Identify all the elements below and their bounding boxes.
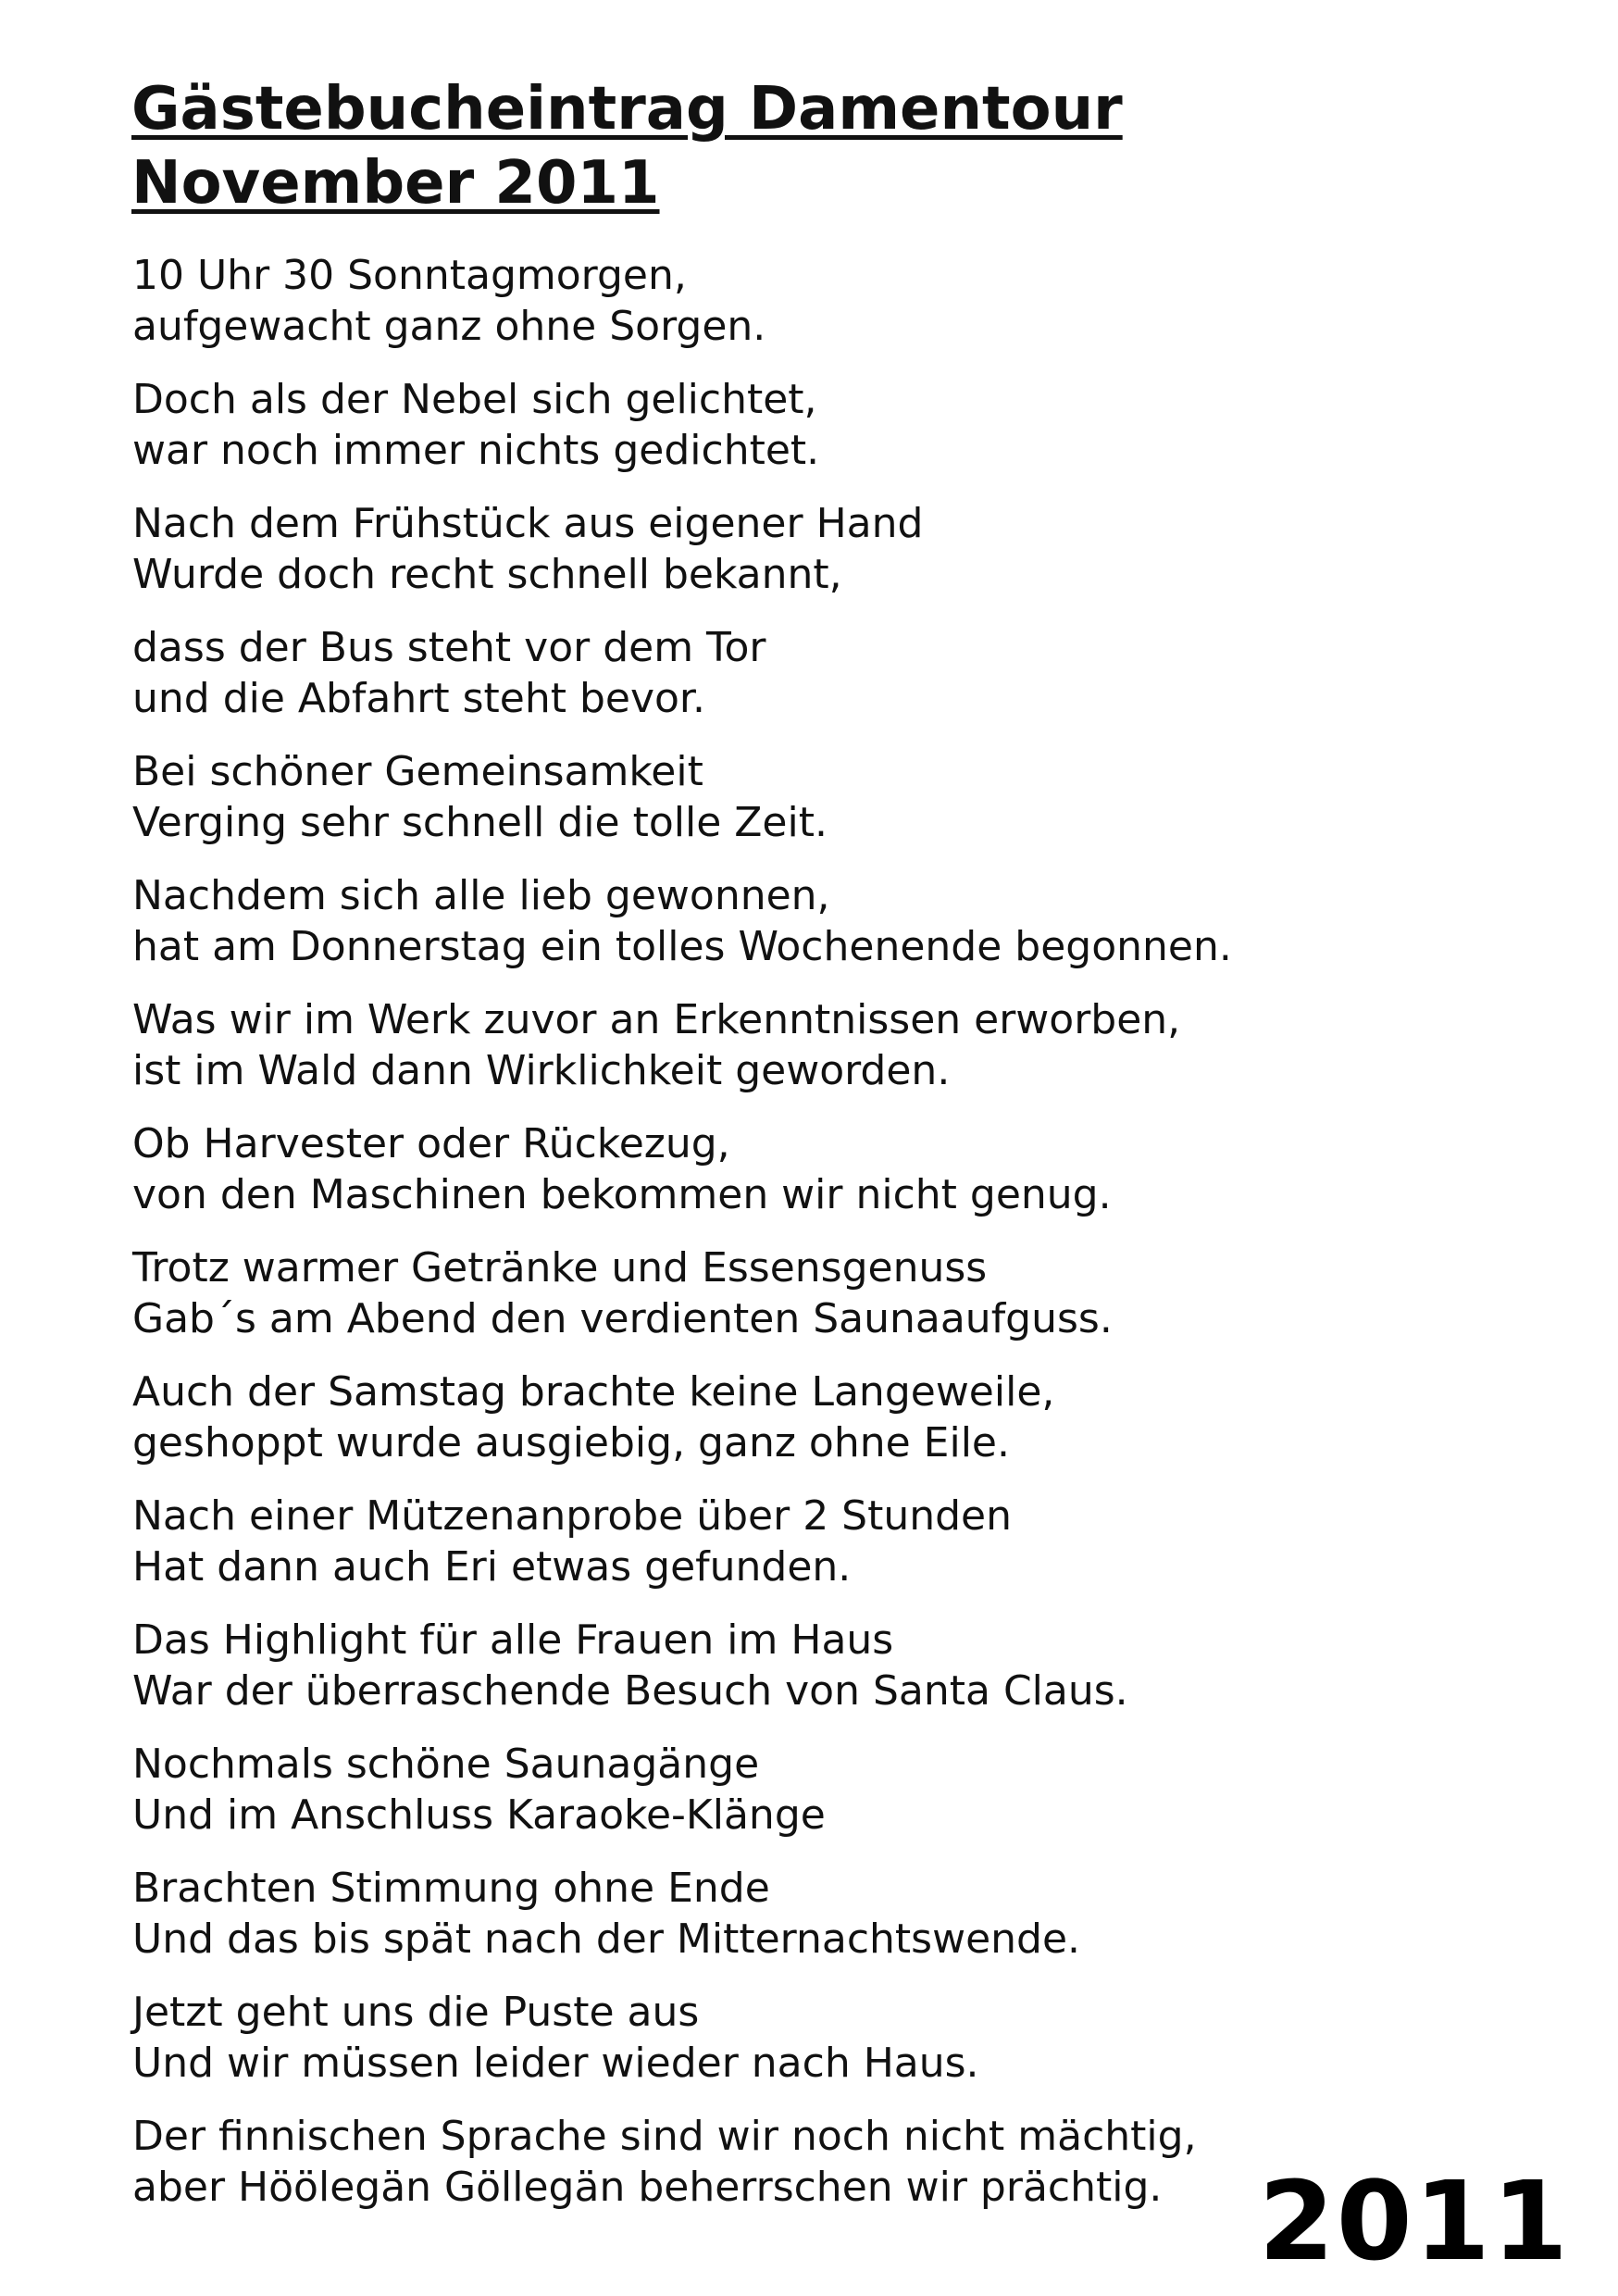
poem-line: Hat dann auch Eri etwas gefunden. — [132, 1543, 852, 1591]
poem-line: Wurde doch recht schnell bekannt, — [132, 551, 842, 598]
stanza — [132, 870, 1336, 972]
poem-line: Jetzt geht uns die Puste aus — [132, 1989, 700, 2036]
poem-line: Der finnischen Sprache sind wir noch nicht mächtig, — [132, 2113, 1197, 2160]
poem-line: Nochmals schöne Saunagänge — [132, 1741, 760, 1788]
poem-line: Doch als der Nebel sich gelichtet, — [132, 376, 817, 423]
poem-line: Brachten Stimmung ohne Ende — [132, 1865, 770, 1912]
poem-line: hat am Donnerstag ein tolles Wochenende begonnen. — [132, 923, 1232, 970]
poem-line: dass der Bus steht vor dem Tor — [132, 624, 766, 671]
stanza — [132, 1863, 1336, 1965]
poem-line: Bei schöner Gemeinsamkeit — [132, 748, 703, 795]
poem-line: Ob Harvester oder Rückezug, — [132, 1120, 730, 1167]
stanza — [132, 374, 1336, 476]
stanza — [132, 1242, 1336, 1344]
poem-line: Nachdem sich alle lieb gewonnen, — [132, 872, 830, 919]
title-line-1: Gästebucheintrag Damentour — [131, 75, 1123, 144]
stanza — [132, 746, 1336, 848]
stanza — [132, 1118, 1336, 1220]
poem-line: war noch immer nichts gedichtet. — [132, 427, 820, 474]
poem-body — [132, 250, 1336, 2235]
stanza — [132, 1739, 1336, 1841]
stanza — [132, 2111, 1336, 2213]
poem-line: War der überraschende Besuch von Santa Claus. — [132, 1667, 1128, 1715]
poem-line: und die Abfahrt steht bevor. — [132, 675, 705, 722]
stanza — [132, 498, 1336, 600]
poem-line: Und wir müssen leider wieder nach Haus. — [132, 2040, 979, 2087]
stanza — [132, 1366, 1336, 1468]
poem-line: Auch der Samstag brachte keine Langeweile, — [132, 1368, 1055, 1416]
stanza — [132, 622, 1336, 724]
poem-line: aufgewacht ganz ohne Sorgen. — [132, 303, 766, 350]
poem-line: Nach einer Mützenanprobe über 2 Stunden — [132, 1492, 1013, 1540]
poem-line: Und das bis spät nach der Mitternachtswende. — [132, 1915, 1081, 1963]
title-line-2: November 2011 — [131, 149, 660, 218]
poem-line: aber Höölegän Göllegän beherrschen wir prächtig. — [132, 2164, 1163, 2211]
poem-line: von den Maschinen bekommen wir nicht genug. — [132, 1171, 1112, 1218]
poem-line: Trotz warmer Getränke und Essensgenuss — [132, 1244, 988, 1292]
poem-line: Und im Anschluss Karaoke-Klänge — [132, 1791, 826, 1839]
poem-line: Was wir im Werk zuvor an Erkenntnissen erworben, — [132, 996, 1181, 1043]
stanza — [132, 1491, 1336, 1592]
poem-line: Nach dem Frühstück aus eigener Hand — [132, 500, 924, 547]
poem-line: ist im Wald dann Wirklichkeit geworden. — [132, 1047, 951, 1094]
poem-line: Das Highlight für alle Frauen im Haus — [132, 1616, 894, 1664]
poem-line: Verging sehr schnell die tolle Zeit. — [132, 799, 828, 846]
stanza — [132, 1615, 1336, 1716]
stanza — [132, 250, 1336, 352]
poem-line: Gab´s am Abend den verdienten Saunaaufguss. — [132, 1295, 1113, 1342]
stanza — [132, 994, 1336, 1096]
year-label: 2011 — [1258, 2157, 1570, 2285]
poem-line: geshoppt wurde ausgiebig, ganz ohne Eile. — [132, 1419, 1010, 1466]
poem-line: 10 Uhr 30 Sonntagmorgen, — [132, 252, 687, 299]
page-title — [131, 72, 1123, 220]
stanza — [132, 1987, 1336, 2089]
